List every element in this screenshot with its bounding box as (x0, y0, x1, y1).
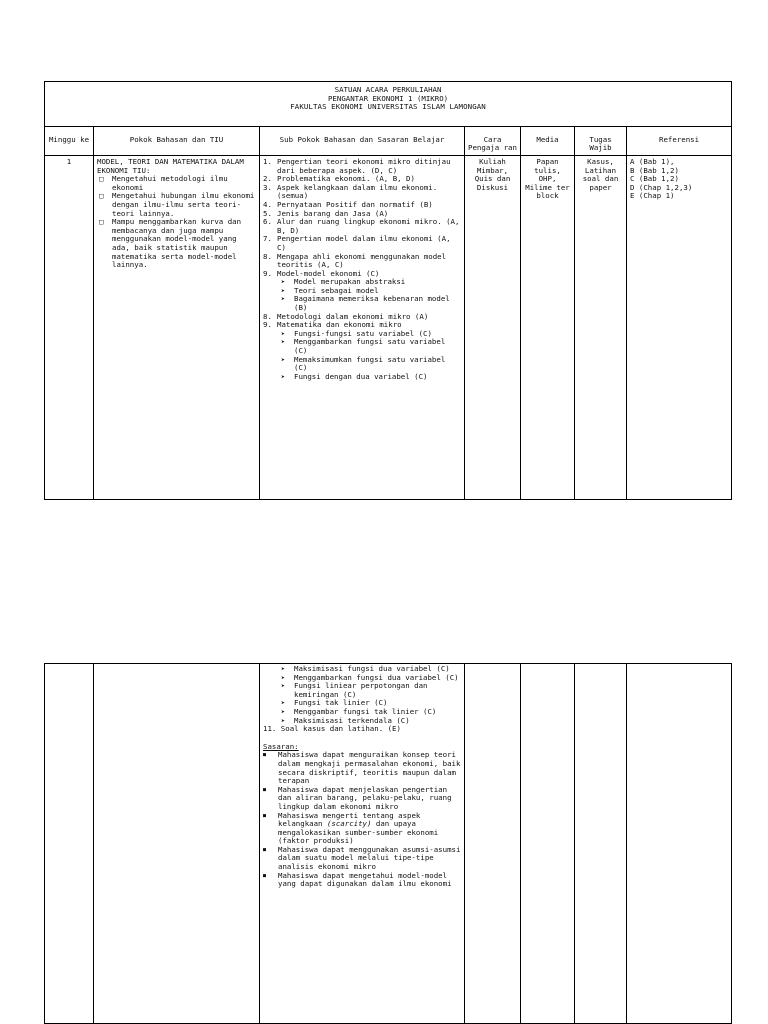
list-item: 2. Problematika ekonomi. (A, B, D) (263, 174, 415, 184)
list-item: ■ Mahasiswa dapat menguraikan konsep teori dalam mengkaji permasalahan ekonomi, baik secara diskriptif, teoritis maupun dalam terapan (263, 751, 461, 785)
list-item: ➤ Menggambarkan fungsi satu variabel (C) (281, 338, 461, 355)
sap-table-top (44, 81, 732, 500)
tiu-list (97, 175, 256, 270)
referensi-cell (627, 155, 732, 499)
pokok-title: MODEL, TEORI DAN MATEMATIKA DALAM EKONOMI TIU: (97, 156, 244, 175)
cara-cell-empty (465, 664, 521, 1024)
list-item: 8. Mengapa ahli ekonomi menggunakan model teoritis (A, C) (263, 251, 447, 270)
list-item: 9. Model-model ekonomi (C) (263, 268, 380, 278)
ref-item: C (Bab 1,2) (630, 174, 679, 184)
list-item: 9. Matematika dan ekonomi mikro (263, 320, 402, 330)
list-item: ➤ Fungsi liniear perpotongan dan kemiringan (C) (281, 682, 461, 699)
week-number: 1 (45, 155, 94, 499)
week-cell-empty (45, 664, 94, 1024)
col-media: Media (521, 126, 575, 155)
list-item: 3. Aspek kelangkaan dalam ilmu ekonomi. (semua) (263, 182, 438, 201)
tugas-cell-empty (575, 664, 627, 1024)
col-tugas: Tugas Wajib (575, 126, 627, 155)
list-item: 5. Jenis barang dan Jasa (A) (263, 208, 389, 218)
list-item: ➤ Maksimisasi terkendala (C) (281, 717, 461, 726)
list-item: 7. Pengertian model dalam ilmu ekonomi (A, C) (263, 234, 451, 252)
list-item: □ Mampu menggambarkan kurva dan membacanya dan juga mampu menggunakan model-model yang ada, baik statistik maupun matematika serta model-model lainnya. (97, 218, 256, 270)
col-referensi: Referensi (627, 126, 732, 155)
ref-item: B (Bab 1,2) (630, 165, 679, 175)
sub-cell (260, 155, 465, 499)
document-header (45, 82, 732, 127)
header-faculty: FAKULTAS EKONOMI UNIVERSITAS ISLAM LAMONGAN (290, 102, 486, 112)
col-pokok: Pokok Bahasan dan TIU (94, 126, 260, 155)
list-item: ➤ Menggambar fungsi tak linier (C) (281, 708, 461, 717)
list-item: 6. Alur dan ruang lingkup ekonomi mikro. (A, B, D) (263, 217, 460, 235)
list-item: ➤ Model merupakan abstraksi (281, 278, 461, 287)
media-cell: Papan tulis, OHP, Milime ter block (521, 155, 575, 499)
pokok-cell-empty (94, 664, 260, 1024)
list-item: ■ Mahasiswa mengerti tentang aspek kelangkaan (scarcity) dan upaya mengalokasikan sumber-sumber ekonomi (faktor produksi) (263, 812, 461, 846)
list-item: □ Mengetahui metodologi ilmu ekonomi (97, 175, 256, 192)
model-list (263, 278, 461, 312)
list-item: 4. Pernyataan Positif dan normatif (B) (263, 199, 433, 209)
table-row (45, 664, 732, 1024)
referensi-cell-empty (627, 664, 732, 1024)
list-item: ➤ Maksimisasi fungsi dua variabel (C) (281, 665, 461, 674)
list-item: ■ Mahasiswa dapat menjelaskan pengertian dan aliran barang, pelaku-pelaku, ruang lingkup dalam ekonomi mikro (263, 786, 461, 812)
ref-item: E (Chap 1) (630, 191, 675, 201)
list-item: ■ Mahasiswa dapat menggunakan asumsi-asumsi dalam suatu model melalui tipe-tipe analisis ekonomi mikro (263, 846, 461, 872)
list-item: ➤ Memaksimumkan fungsi satu variabel (C) (281, 356, 461, 373)
list-item: ➤ Bagaimana memeriksa kebenaran model (B) (281, 295, 461, 312)
sub-list-b (263, 313, 461, 330)
list-item: ➤ Fungsi tak linier (C) (281, 699, 461, 708)
header-title: SATUAN ACARA PERKULIAHAN (334, 85, 442, 94)
col-sub: Sub Pokok Bahasan dan Sasaran Belajar (260, 126, 465, 155)
media-cell-empty (521, 664, 575, 1024)
sub-cell-continued (260, 664, 465, 1024)
sasaran-list (263, 751, 461, 889)
item-11: 11. Soal kasus dan latihan. (E) (263, 724, 401, 734)
col-minggu: Minggu ke (45, 126, 94, 155)
tugas-cell: Kasus, Latihan soal dan paper (575, 155, 627, 499)
list-item: ➤ Fungsi-fungsi satu variabel (C) (281, 330, 461, 339)
sasaran-label: Sasaran: (263, 741, 299, 751)
ref-item: D (Chap 1,2,3) (630, 182, 693, 192)
table-row (45, 155, 732, 499)
column-header-row (45, 126, 732, 155)
header-course: PENGANTAR EKONOMI 1 (MIKRO) (327, 93, 449, 103)
list-item: ➤ Menggambarkan fungsi dua variabel (C) (281, 674, 461, 683)
list-item: 1. Pengertian teori ekonomi mikro ditinjau dari beberapa aspek. (D, C) (263, 156, 451, 175)
sub-list (263, 158, 461, 278)
col-cara: Cara Pengaja ran (465, 126, 521, 155)
cara-cell: Kuliah Mimbar, Quis dan Diskusi (465, 155, 521, 499)
list-item: □ Mengetahui hubungan ilmu ekonomi dengan ilmu-ilmu serta teori-teori lainnya. (97, 192, 256, 218)
list-item: ➤ Teori sebagai model (281, 287, 461, 296)
ref-item: A (Bab 1), (630, 156, 675, 166)
list-item: 8. Metodologi dalam ekonomi mikro (A) (263, 311, 429, 321)
cont-list (263, 665, 461, 725)
math-list (263, 330, 461, 382)
pokok-cell (94, 155, 260, 499)
sap-table-continuation (44, 663, 732, 1024)
list-item: ■ Mahasiswa dapat mengetahui model-model yang dapat digunakan dalam ilmu ekonomi (263, 872, 461, 889)
list-item: ➤ Fungsi dengan dua variabel (C) (281, 373, 461, 382)
